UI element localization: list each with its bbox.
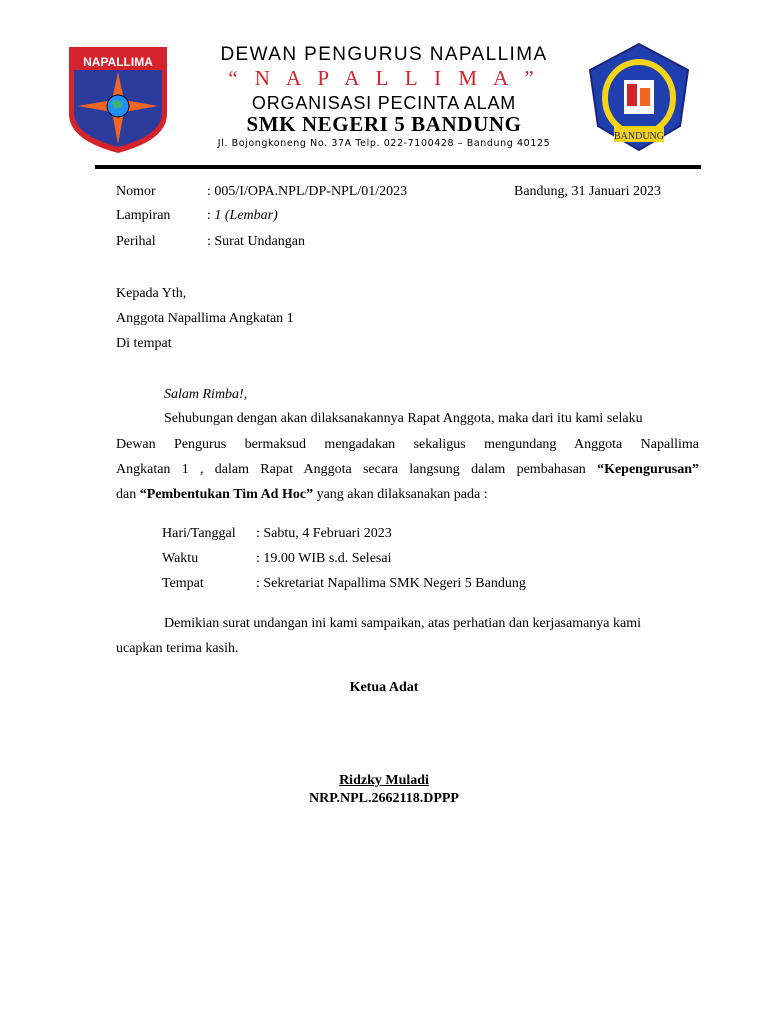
lampiran-colon: :	[207, 208, 215, 223]
schedule-value-time: : 19.00 WIB s.d. Selesai	[256, 551, 392, 566]
signature-nrp: NRP.NPL.2662118.DPPP	[309, 791, 459, 806]
greeting-text: Salam Rimba!	[164, 387, 244, 402]
lampiran-value-row	[207, 208, 278, 224]
right-logo-text: BANDUNG	[614, 131, 664, 142]
paragraph-1-line-1: Sehubungan dengan akan dilaksanakannya Rapat Anggota, maka dari itu kami selaku	[164, 411, 643, 426]
signature-name: Ridzky Muladi	[339, 773, 429, 788]
schedule-value-place: : Sekretariat Napallima SMK Negeri 5 Bandung	[256, 576, 526, 591]
schedule-value-date: : Sabtu, 4 Februari 2023	[256, 526, 392, 541]
header-divider	[95, 165, 701, 169]
p1-line3-bold: “Kepengurusan”	[597, 462, 699, 477]
nomor-value: : 005/I/OPA.NPL/DP-NPL/01/2023	[207, 184, 408, 199]
schedule-label-date: Hari/Tanggal	[162, 526, 236, 541]
recipient-name: Anggota Napallima Angkatan 1	[116, 311, 294, 326]
recipient-place: Di tempat	[116, 336, 172, 351]
lampiran-label: Lampiran	[116, 208, 171, 223]
p1-line4-prefix: dan	[116, 487, 140, 502]
nomor-label: Nomor	[116, 184, 156, 199]
p1-line4-bold: “Pembentukan Tim Ad Hoc”	[139, 487, 314, 502]
greeting	[164, 387, 247, 403]
left-logo-text: NAPALLIMA	[83, 55, 153, 69]
signature-title: Ketua Adat	[349, 680, 419, 695]
perihal-value: : Surat Undangan	[207, 234, 305, 249]
paragraph-1-line-3	[116, 462, 699, 478]
p1-line4-suffix: yang akan dilaksanakan pada :	[313, 487, 488, 502]
perihal-label: Perihal	[116, 234, 156, 249]
paragraph-1-line-4	[116, 487, 488, 503]
closing-line-1: Demikian surat undangan ini kami sampaikan, atas perhatian dan kerjasamanya kami	[164, 616, 642, 631]
letter-date: Bandung, 31 Januari 2023	[514, 184, 661, 199]
greeting-comma: ,	[243, 387, 248, 402]
closing-line-2: ucapkan terima kasih.	[116, 641, 239, 656]
schedule-label-time: Waktu	[162, 551, 199, 566]
paragraph-1-line-2: Dewan Pengurus bermaksud mengadakan sekaligus mengundang Anggota Napallima	[116, 437, 699, 452]
lampiran-value: 1 (Lembar)	[214, 208, 278, 223]
address: Jl. Bojongkoneng No. 37A Telp. 022-7100428 – Bandung 40125	[217, 138, 551, 149]
org-name: “ N A P A L L I M A ”	[228, 66, 540, 90]
org-line-3: ORGANISASI PECINTA ALAM	[251, 93, 517, 113]
recipient-salutation: Kepada Yth,	[116, 286, 187, 301]
p1-line3-text: Angkatan 1 , dalam Rapat Anggota secara langsung dalam pembahasan	[116, 462, 586, 477]
school-name: SMK NEGERI 5 BANDUNG	[246, 112, 522, 136]
org-line-1: DEWAN PENGURUS NAPALLIMA	[220, 44, 548, 65]
schedule-label-place: Tempat	[162, 576, 204, 591]
